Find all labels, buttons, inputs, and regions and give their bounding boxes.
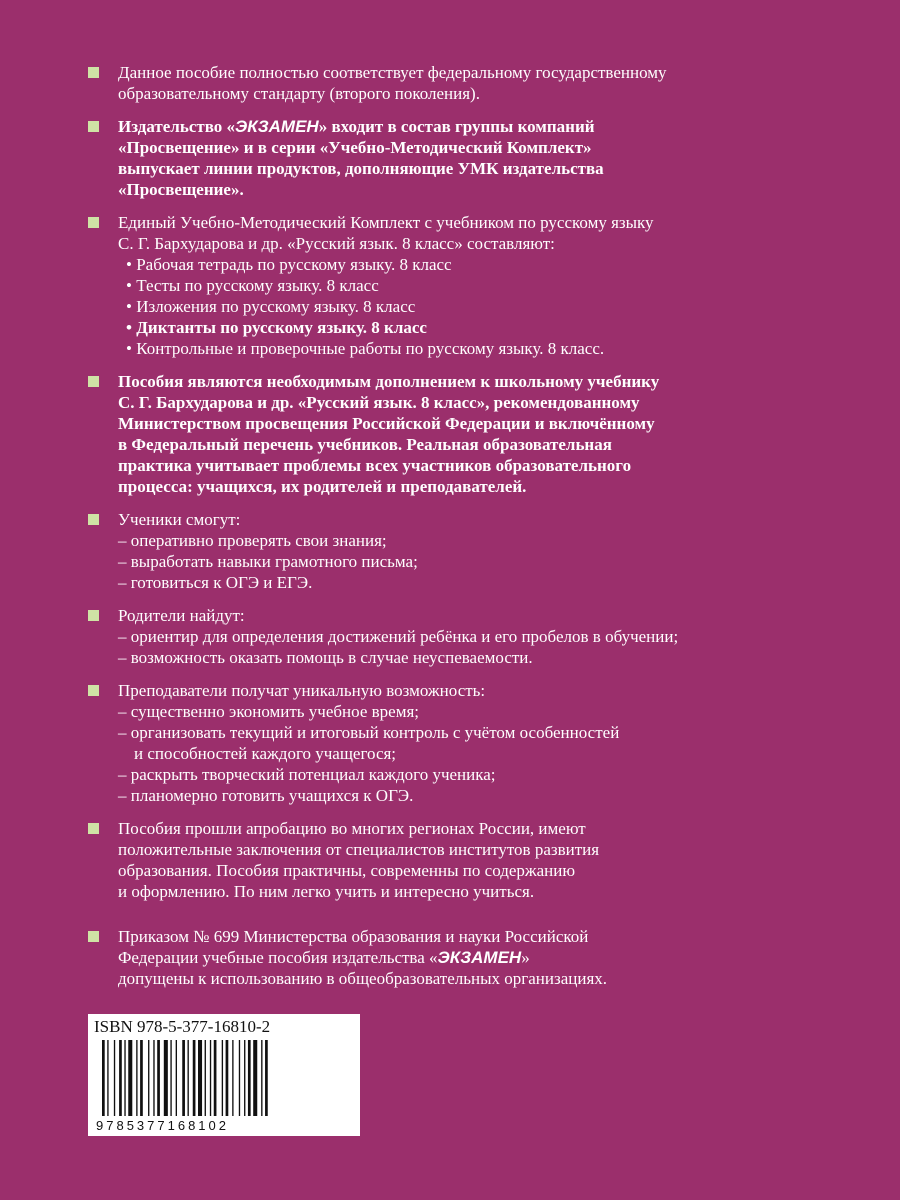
square-bullet-icon: [88, 931, 99, 942]
list-item: • Диктанты по русскому языку. 8 класс: [126, 318, 427, 337]
barcode-bar: [170, 1040, 171, 1116]
barcode-bar: [124, 1040, 125, 1116]
barcode-bar: [222, 1040, 223, 1116]
barcode-bar: [176, 1040, 177, 1116]
publisher-brand: ЭКЗАМЕН: [437, 948, 522, 967]
barcode-bar: [182, 1040, 185, 1116]
text-line: С. Г. Бархударова и др. «Русский язык. 8 класс», рекомендованному: [118, 393, 640, 412]
list-item: – выработать навыки грамотного письма;: [118, 552, 418, 571]
text-line: С. Г. Бархударова и др. «Русский язык. 8 класс» составляют:: [118, 234, 555, 253]
barcode-bar: [210, 1040, 211, 1116]
isbn-barcode: [88, 1014, 360, 1136]
text-line: допущены к использованию в общеобразовательных организациях.: [118, 969, 608, 988]
text-line: процесса: учащихся, их родителей и преподавателей.: [118, 477, 527, 496]
text-line: в Федеральный перечень учебников. Реальная образовательная: [118, 435, 612, 454]
barcode-bar: [148, 1040, 149, 1116]
barcode-icon: [102, 1040, 348, 1116]
text-line: «Просвещение».: [118, 180, 244, 199]
text-line: Пособия прошли апробацию во многих регионах России, имеют: [118, 819, 586, 838]
square-bullet-icon: [88, 376, 99, 387]
barcode-bar: [128, 1040, 132, 1116]
paragraph-importance: [88, 371, 888, 497]
barcode-bar: [226, 1040, 229, 1116]
text-line: Родители найдут:: [118, 606, 245, 625]
barcode-bar: [164, 1040, 168, 1116]
publisher-brand: ЭКЗАМЕН: [235, 117, 319, 136]
barcode-bar: [232, 1040, 233, 1116]
list-item: и способностей каждого учащегося;: [134, 744, 397, 763]
text-fragment: »: [521, 948, 530, 967]
text-line: Министерством просвещения Российской Федерации и включённому: [118, 414, 655, 433]
text-fragment: Федерации учебные пособия издательства «: [118, 948, 438, 967]
paragraph-parents: [88, 605, 888, 668]
barcode-bar: [244, 1040, 245, 1116]
square-bullet-icon: [88, 685, 99, 696]
barcode-bar: [157, 1040, 160, 1116]
barcode-bar: [253, 1040, 257, 1116]
text-fragment: » входит в состав группы компаний: [318, 117, 595, 136]
barcode-bar: [214, 1040, 217, 1116]
cover-text: [88, 62, 888, 1001]
barcode-bar: [136, 1040, 137, 1116]
square-bullet-icon: [88, 121, 99, 132]
paragraph-standard: [88, 62, 888, 104]
barcode-bar: [265, 1040, 268, 1116]
list-item: • Тесты по русскому языку. 8 класс: [126, 276, 379, 295]
barcode-bar: [188, 1040, 189, 1116]
text-line: Пособия являются необходимым дополнением к школьному учебнику: [118, 372, 660, 391]
text-fragment: Издательство «: [118, 117, 236, 136]
list-item: – ориентир для определения достижений ребёнка и его пробелов в обучении;: [118, 627, 679, 646]
barcode-bar: [107, 1040, 108, 1116]
list-item: – возможность оказать помощь в случае неуспеваемости.: [118, 648, 533, 667]
barcode-bar: [140, 1040, 143, 1116]
list-item: – готовиться к ОГЭ и ЕГЭ.: [118, 573, 313, 592]
text-line: [118, 116, 888, 137]
text-line: Данное пособие полностью соответствует федеральному государственному: [118, 63, 667, 82]
text-line: Ученики смогут:: [118, 510, 241, 529]
square-bullet-icon: [88, 514, 99, 525]
paragraph-teachers: [88, 680, 888, 806]
text-line: образовательному стандарту (второго поколения).: [118, 84, 480, 103]
barcode-bar: [153, 1040, 154, 1116]
barcode-bar: [102, 1040, 105, 1116]
text-line: практика учитывает проблемы всех участников образовательного: [118, 456, 632, 475]
barcode-bar: [198, 1040, 202, 1116]
text-line: «Просвещение» и в серии «Учебно-Методический Комплект»: [118, 138, 592, 157]
text-line: Единый Учебно-Методический Комплект с учебником по русскому языку: [118, 213, 654, 232]
list-item: • Изложения по русскому языку. 8 класс: [126, 297, 416, 316]
paragraph-approbation: [88, 818, 888, 902]
barcode-bar: [248, 1040, 251, 1116]
barcode-bar: [205, 1040, 206, 1116]
barcode-digits: 9785377168102: [96, 1118, 229, 1133]
barcode-bar: [119, 1040, 122, 1116]
square-bullet-icon: [88, 217, 99, 228]
paragraph-publisher: [88, 116, 888, 200]
barcode-bar: [193, 1040, 196, 1116]
square-bullet-icon: [88, 610, 99, 621]
list-item: • Рабочая тетрадь по русскому языку. 8 класс: [126, 255, 452, 274]
paragraph-umk: [88, 212, 888, 359]
barcode-bar: [239, 1040, 240, 1116]
square-bullet-icon: [88, 823, 99, 834]
text-line: Преподаватели получат уникальную возможность:: [118, 681, 486, 700]
list-item: • Контрольные и проверочные работы по русскому языку. 8 класс.: [126, 339, 605, 358]
list-item: – организовать текущий и итоговый контроль с учётом особенностей: [118, 723, 620, 742]
barcode-bar: [114, 1040, 115, 1116]
list-item: – планомерно готовить учащихся к ОГЭ.: [118, 786, 414, 805]
text-line: Приказом № 699 Министерства образования и науки Российской: [118, 927, 589, 946]
list-item: – раскрыть творческий потенциал каждого ученика;: [118, 765, 496, 784]
text-line: положительные заключения от специалистов институтов развития: [118, 840, 600, 859]
list-item: – оперативно проверять свои знания;: [118, 531, 387, 550]
barcode-bar: [261, 1040, 262, 1116]
text-line: образования. Пособия практичны, современны по содержанию: [118, 861, 576, 880]
square-bullet-icon: [88, 67, 99, 78]
paragraph-order: [88, 926, 888, 989]
list-item: – существенно экономить учебное время;: [118, 702, 419, 721]
text-line: и оформлению. По ним легко учить и интересно учиться.: [118, 882, 535, 901]
text-line: выпускает линии продуктов, дополняющие УМК издательства: [118, 159, 604, 178]
text-line: [118, 947, 888, 968]
isbn-label: ISBN 978-5-377-16810-2: [94, 1017, 271, 1036]
paragraph-students: [88, 509, 888, 593]
